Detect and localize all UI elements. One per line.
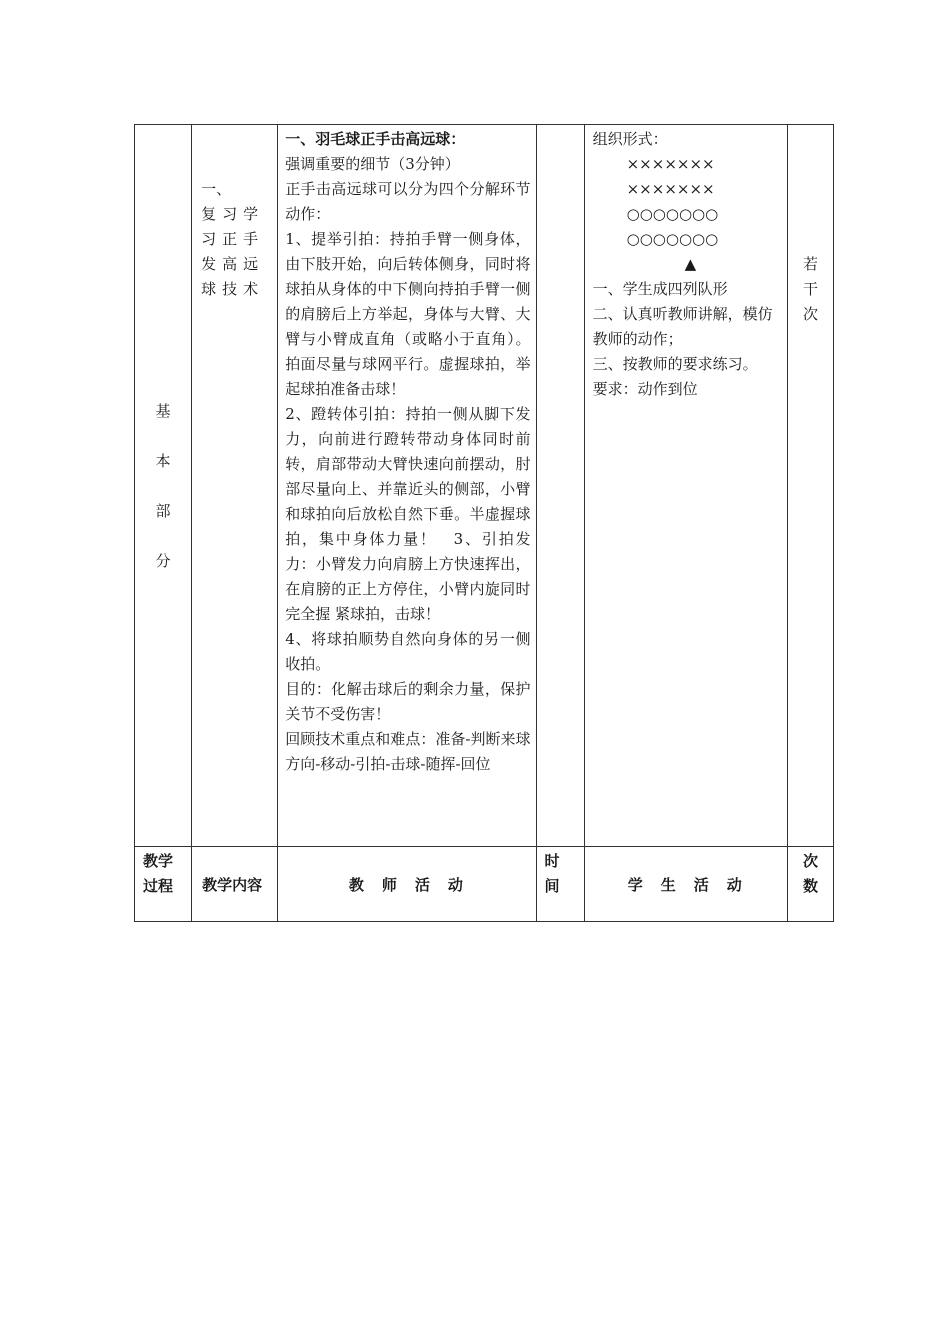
- header-row: [135, 847, 834, 922]
- org-label: 组织形式：: [592, 130, 668, 148]
- header-teacher: [278, 847, 536, 922]
- header-student: [584, 847, 787, 922]
- teacher-line: 1、提举引拍：持拍手臂一侧身体，由下肢开始，向后转体侧身，同时将球拍从身体的中下侧向持拍手臂一侧的肩膀后上方举起，身体与大臂、大臂与小臂成直角（或略小于直角）。拍面尽量与球网平行。虚握球拍，举起球拍准备击球！: [285, 230, 531, 398]
- count-cell: [787, 125, 833, 847]
- header-student-char: 动: [726, 876, 744, 894]
- header-teacher-char: 活: [414, 876, 432, 894]
- student-line: 一、学生成四列队形: [592, 280, 728, 298]
- student-line: 要求：动作到位: [592, 380, 698, 398]
- header-teacher-char: 师: [381, 876, 399, 894]
- teacher-line: 4、将球拍顺势自然向身体的另一侧收拍。: [285, 630, 531, 673]
- teacher-heading: 一、羽毛球正手击高远球：: [285, 130, 466, 148]
- teacher-line: 2、蹬转体引拍：持拍一侧从脚下发力，向前进行蹬转带动身体同时前转，肩部带动大臂快速向前摆动，肘部尽量向上、并靠近头的侧部，小臂和球拍向后放松自然下垂。半虚握球拍，集中身体力量！ 3、引拍发力：小臂发力向肩膀上方快速挥出，在肩膀的正上方停住，小臂内旋同时完全握 紧球拍，击球！: [285, 405, 531, 623]
- teacher-position-icon: ▲: [684, 255, 697, 273]
- stage-char: 分: [155, 551, 171, 570]
- header-process: [135, 847, 192, 922]
- content-cell: [192, 125, 278, 847]
- header-teacher-char: 动: [447, 876, 465, 894]
- teacher-line: 强调重要的细节（3分钟）: [285, 155, 460, 173]
- header-count-char: 次: [802, 852, 818, 870]
- header-teacher-char: 教: [348, 876, 366, 894]
- stage-cell: [135, 125, 192, 847]
- header-content: 教学内容: [192, 847, 278, 922]
- header-student-char: 学: [627, 876, 645, 894]
- teacher-line: 回顾技术重点和难点：准备-判断来球方向-移动-引拍-击球-随挥-回位: [285, 730, 531, 773]
- header-process-line: 教学: [143, 852, 174, 870]
- stage-char: 部: [155, 501, 171, 520]
- header-student-char: 活: [693, 876, 711, 894]
- formation-row: ○○○○○○○: [626, 205, 719, 223]
- content-text: 复习学习正手发高远球技术: [201, 205, 265, 298]
- header-time-char: 间: [544, 877, 560, 895]
- student-line: 二、认真听教师讲解，模仿教师的动作；: [592, 305, 773, 348]
- header-process-line: 过程: [143, 877, 174, 895]
- header-student-char: 生: [660, 876, 678, 894]
- teacher-activity-cell: [278, 125, 536, 847]
- formation-row: ×××××××: [626, 155, 715, 173]
- formation-row: ○○○○○○○: [626, 230, 719, 248]
- student-activity-cell: [584, 125, 787, 847]
- student-line: 三、按教师的要求练习。: [592, 355, 758, 373]
- header-time-char: 时: [544, 852, 560, 870]
- teacher-line: 目的：化解击球后的剩余力量，保护关节不受伤害！: [285, 680, 531, 723]
- header-count: [787, 847, 833, 922]
- teacher-line: 正手击高远球可以分为四个分解环节动作：: [285, 180, 531, 223]
- formation-row: ×××××××: [626, 180, 715, 198]
- main-section-row: [135, 125, 834, 847]
- lesson-plan-table: [134, 124, 834, 922]
- count-char: 次: [802, 305, 818, 323]
- header-count-char: 数: [802, 877, 818, 895]
- count-char: 干: [802, 280, 818, 298]
- count-char: 若: [802, 255, 818, 273]
- stage-char: 基: [155, 401, 171, 420]
- header-time: [536, 847, 584, 922]
- time-cell: [536, 125, 584, 847]
- content-prefix: 一、: [201, 180, 232, 198]
- stage-char: 本: [155, 451, 171, 470]
